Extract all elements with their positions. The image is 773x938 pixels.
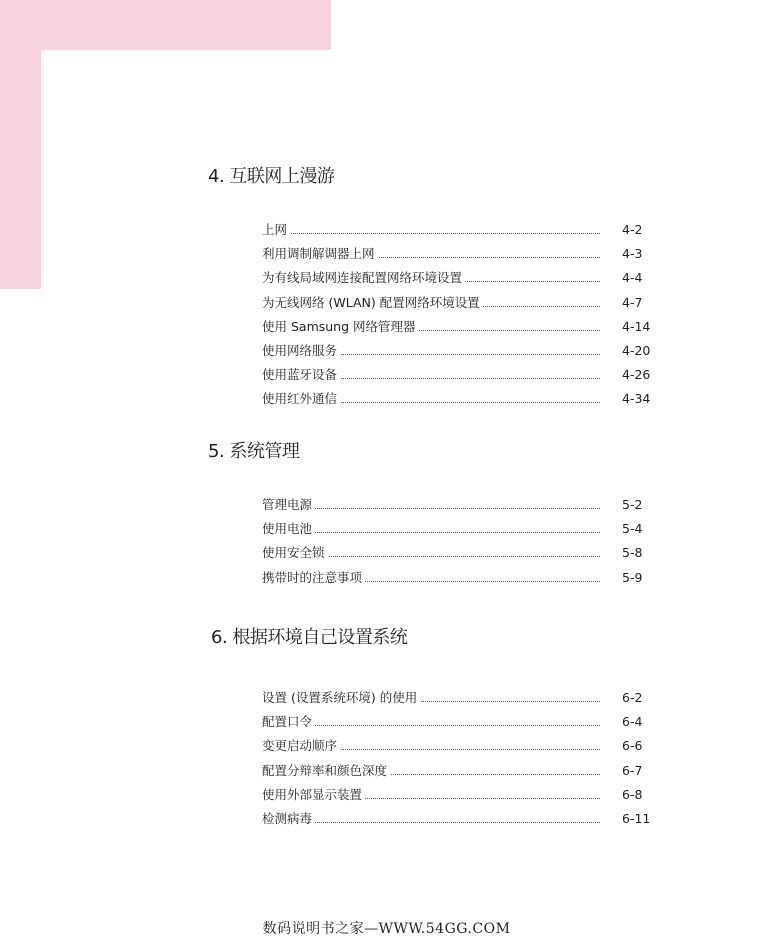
toc-entry-title: 上网 — [262, 222, 290, 238]
toc-entry-page: 4-20 — [622, 342, 651, 358]
toc-entry-title: 变更启动顺序 — [262, 738, 340, 754]
section-heading: 6. 根据环境自己设置系统 — [211, 627, 408, 648]
toc-entry-title: 利用调制解调器上网 — [262, 246, 378, 262]
decorative-top-band — [0, 0, 331, 50]
toc-list — [262, 690, 662, 835]
toc-entry[interactable] — [262, 690, 662, 714]
toc-list — [262, 222, 662, 416]
toc-entry-title: 使用电池 — [262, 521, 315, 537]
toc-entry-page: 4-3 — [622, 246, 643, 262]
toc-entry-title: 使用安全锁 — [262, 545, 328, 561]
toc-entry-title: 使用红外通信 — [262, 391, 340, 407]
toc-entry[interactable] — [262, 295, 662, 319]
toc-entry[interactable] — [262, 319, 662, 343]
toc-entry-page: 4-34 — [622, 391, 651, 407]
toc-entry-title: 配置口令 — [262, 714, 315, 730]
toc-entry-page: 6-11 — [622, 810, 651, 826]
toc-entry-page: 6-7 — [622, 762, 643, 778]
toc-entry[interactable] — [262, 811, 662, 835]
section-heading: 5. 系统管理 — [208, 441, 300, 462]
toc-entry-title: 使用外部显示装置 — [262, 787, 365, 803]
footer-watermark: 数码说明书之家—WWW.54GG.COM — [262, 921, 511, 937]
toc-entry-title: 携带时的注意事项 — [262, 570, 365, 586]
toc-entry-title: 管理电源 — [262, 497, 315, 513]
decorative-left-band — [0, 0, 41, 289]
toc-entry-page: 4-4 — [622, 270, 643, 286]
toc-entry-title: 使用蓝牙设备 — [262, 367, 340, 383]
toc-entry[interactable] — [262, 763, 662, 787]
toc-entry-page: 5-2 — [622, 497, 643, 512]
toc-entry-title: 使用 Samsung 网络管理器 — [262, 319, 419, 335]
toc-entry[interactable] — [262, 545, 662, 569]
toc-entry-page: 4-26 — [622, 367, 651, 383]
toc-entry-page: 4-14 — [622, 318, 651, 334]
toc-entry[interactable] — [262, 787, 662, 811]
toc-entry-page: 4-7 — [622, 294, 643, 310]
toc-entry[interactable] — [262, 714, 662, 738]
toc-entry-page: 6-8 — [622, 786, 643, 802]
toc-entry-page: 6-2 — [622, 690, 643, 705]
toc-entry-title: 为无线网络 (WLAN) 配置网络环境设置 — [262, 295, 483, 311]
toc-entry[interactable] — [262, 343, 662, 367]
toc-entry-title: 为有线局域网连接配置网络环境设置 — [262, 270, 465, 286]
toc-entry[interactable] — [262, 570, 662, 594]
toc-entry-title: 配置分辩率和颜色深度 — [262, 763, 390, 779]
toc-entry[interactable] — [262, 367, 662, 391]
toc-entry[interactable] — [262, 222, 662, 246]
toc-entry-title: 设置 (设置系统环境) 的使用 — [262, 690, 420, 706]
toc-entry[interactable] — [262, 270, 662, 294]
toc-entry-page: 6-4 — [622, 714, 643, 730]
dot-leader — [262, 233, 600, 234]
section-heading: 4. 互联网上漫游 — [208, 166, 335, 187]
toc-entry[interactable] — [262, 391, 662, 415]
toc-entry[interactable] — [262, 497, 662, 521]
toc-entry-page: 5-9 — [622, 569, 643, 585]
toc-entry-title: 使用网络服务 — [262, 343, 340, 359]
toc-entry[interactable] — [262, 521, 662, 545]
toc-entry-page: 4-2 — [622, 222, 643, 237]
toc-entry-page: 6-6 — [622, 738, 643, 754]
toc-entry[interactable] — [262, 246, 662, 270]
toc-entry-page: 5-8 — [622, 545, 643, 561]
toc-entry[interactable] — [262, 738, 662, 762]
toc-entry-title: 检测病毒 — [262, 811, 315, 827]
toc-list — [262, 497, 662, 594]
toc-entry-page: 5-4 — [622, 521, 643, 537]
